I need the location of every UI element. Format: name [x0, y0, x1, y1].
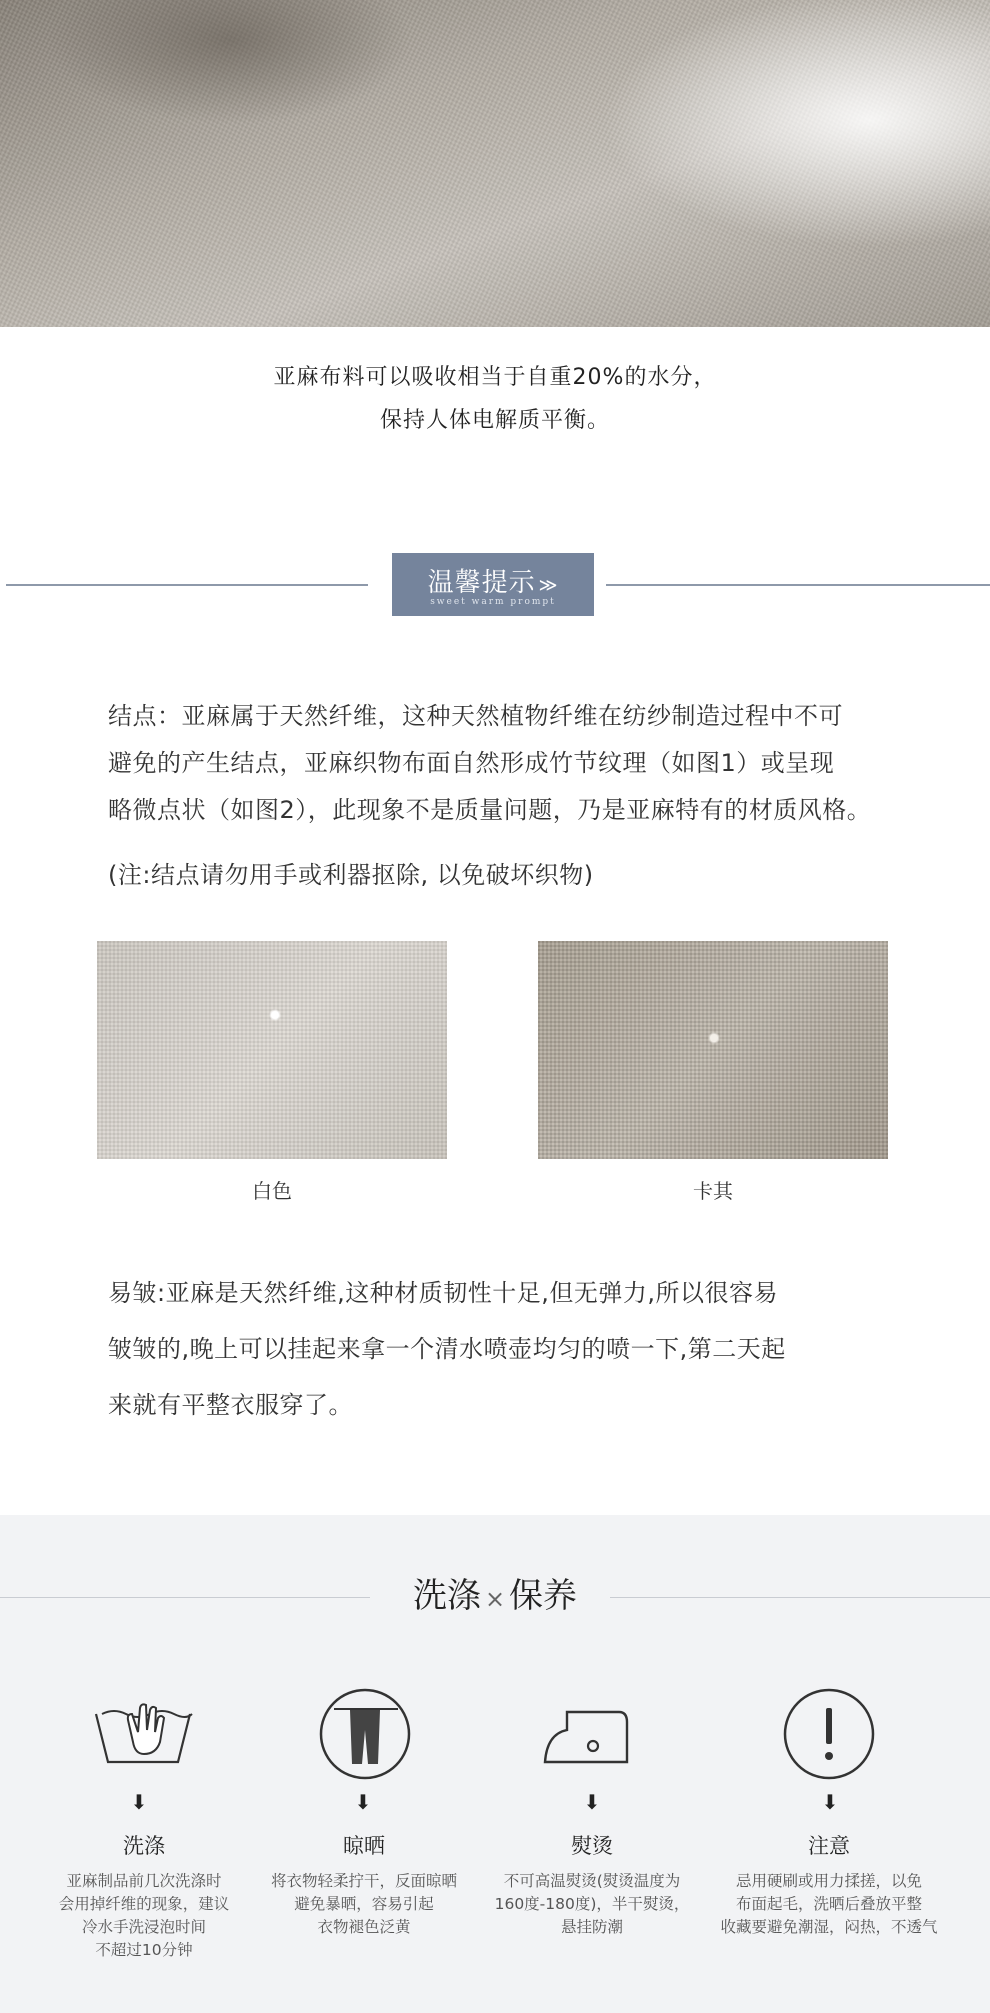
- divider-right: [606, 584, 990, 586]
- care-item-iron-desc: [479, 1870, 705, 1939]
- divider-left: [6, 584, 368, 586]
- iron-icon: [537, 1684, 647, 1784]
- care-desc-line: 布面起毛，洗晒后叠放平整: [735, 1895, 922, 1913]
- care-desc-line: 避免暴晒，容易引起: [294, 1895, 434, 1913]
- swatch-khaki-label: 卡其: [693, 1179, 733, 1203]
- hang-dry-icon: [312, 1684, 422, 1784]
- care-desc-line: 将衣物轻柔拧干，反面晾晒: [270, 1872, 457, 1890]
- care-item-wash-desc: [31, 1870, 257, 1962]
- swatch-khaki-photo: [538, 941, 888, 1159]
- care-desc-line: 衣物褪色泛黄: [317, 1918, 411, 1936]
- tips-title-text: 温馨提示: [427, 568, 536, 598]
- swatch-white-photo: [97, 941, 447, 1159]
- arrow-down-icon: ⬇: [583, 1790, 601, 1814]
- wrinkle-line-1: 易皱:亚麻是天然纤维,这种材质韧性十足,但无弹力,所以很容易: [108, 1279, 778, 1307]
- care-title-left: 洗涤: [412, 1576, 481, 1616]
- care-item-dry-name: 晾晒: [343, 1834, 385, 1858]
- tips-title: [392, 562, 594, 599]
- care-desc-line: 忌用硬刷或用力揉搓，以免: [735, 1872, 922, 1890]
- wrinkle-line-3: 来就有平整衣服穿了。: [108, 1391, 353, 1419]
- knots-line-1: 结点：亚麻属于天然纤维，这种天然植物纤维在纺纱制造过程中不可: [108, 702, 843, 730]
- wrinkle-line-2: 皱皱的,晚上可以挂起来拿一个清水喷壶均匀的喷一下,第二天起: [108, 1335, 786, 1363]
- knots-line-3: 略微点状（如图2），此现象不是质量问题，乃是亚麻特有的材质风格。: [108, 796, 872, 824]
- care-desc-line: 160度-180度)，半干熨烫，: [494, 1895, 690, 1913]
- care-item-iron-name: 熨烫: [571, 1834, 613, 1858]
- intro-line-1: 亚麻布料可以吸收相当于自重20%的水分，: [273, 365, 717, 390]
- care-desc-line: 不超过10分钟: [95, 1941, 193, 1959]
- care-desc-line: 收藏要避免潮湿，闷热，不透气: [720, 1918, 938, 1936]
- intro-line-2: 保持人体电解质平衡。: [379, 408, 610, 433]
- warning-icon: [775, 1684, 885, 1784]
- care-desc-line: 悬挂防潮: [560, 1918, 623, 1936]
- care-item-wash-name: 洗涤: [123, 1834, 165, 1858]
- tips-badge: [392, 553, 594, 616]
- arrow-down-icon: ⬇: [354, 1790, 372, 1814]
- hand-wash-icon: [88, 1684, 198, 1784]
- care-divider-left: [0, 1597, 370, 1598]
- care-title-x: ×: [484, 1585, 506, 1613]
- care-item-caution-desc: [716, 1870, 942, 1939]
- linen-fabric-photo: [0, 0, 990, 327]
- care-title: [380, 1568, 610, 1617]
- swatch-white-label: 白色: [252, 1179, 292, 1203]
- arrow-down-icon: ⬇: [130, 1790, 148, 1814]
- knots-line-2: 避免的产生结点，亚麻织物布面自然形成竹节纹理（如图1）或呈现: [108, 749, 835, 777]
- care-item-dry-desc: [251, 1870, 477, 1939]
- care-title-right: 保养: [509, 1576, 578, 1616]
- care-desc-line: 冷水手洗浸泡时间: [81, 1918, 206, 1936]
- care-desc-line: 会用掉纤维的现象，建议: [58, 1895, 230, 1913]
- chevron-down-icon: ≫: [538, 575, 559, 596]
- arrow-down-icon: ⬇: [821, 1790, 839, 1814]
- care-item-caution-name: 注意: [808, 1834, 850, 1858]
- tips-subtitle: sweet warm prompt: [430, 597, 556, 607]
- care-desc-line: 亚麻制品前几次洗涤时: [66, 1872, 222, 1890]
- knots-note: (注:结点请勿用手或利器抠除, 以免破坏织物): [108, 861, 594, 889]
- care-divider-right: [610, 1597, 990, 1598]
- care-desc-line: 不可高温熨烫(熨烫温度为: [503, 1872, 681, 1890]
